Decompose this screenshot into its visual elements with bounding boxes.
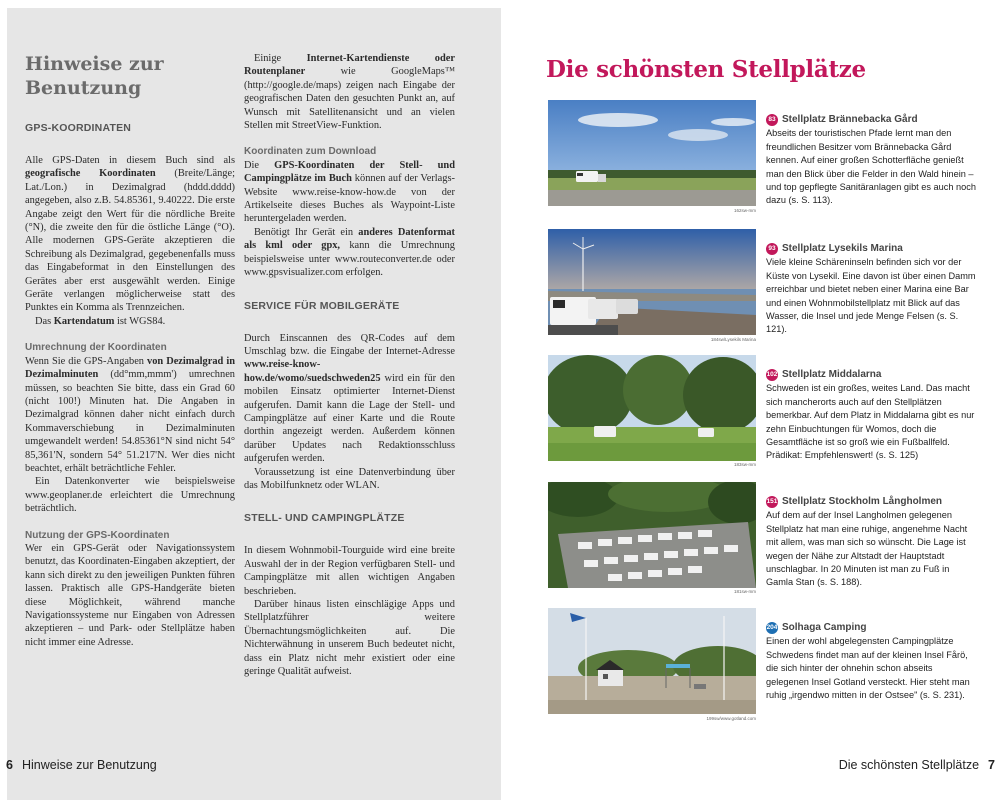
entry-heading — [766, 495, 976, 508]
kartendienste-paragraph: Einige Internet-Kartendienste oder Routenplaner wie GoogleMaps™ (http://google.de/maps) zeigen nach Eingabe der geografischen Daten den gesuchten Punkt an, auf Wunsch mit Satellitenansicht und an vielen Stellen mit StreetView-Funktion. — [244, 53, 455, 132]
photo-credit-4: 181sw-mm — [733, 589, 756, 594]
right-page-number: 7 — [988, 758, 995, 772]
left-column-2 — [244, 52, 455, 678]
entry-heading — [766, 242, 976, 255]
right-footer-label: Die schönsten Stellplätze — [838, 758, 980, 772]
download-heading: Koordinaten zum Download — [244, 146, 377, 158]
right-page-title: Die schönsten Stellplätze — [546, 56, 866, 83]
photo-lysekil — [548, 229, 756, 335]
download-paragraph-2: Benötigt Ihr Gerät ein anderes Datenformat als kml oder gpx, kann die Umrechnung beispielsweise unter www.routeconverter.de oder www.gpsvisualizer.com erfolgen. — [244, 226, 455, 279]
entry-title: Stellplatz Brännebacka Gård — [782, 114, 918, 125]
entry-title: Stellplatz Lysekils Marina — [782, 243, 903, 254]
entry-middalarna — [766, 368, 976, 463]
entry-number-badge: 93 — [766, 243, 778, 255]
left-page-number: 6 — [6, 758, 13, 772]
gps-paragraph-1: Alle GPS-Daten in diesem Buch sind als geografische Koordinaten (Breite/Länge; Lat./Lon.) in Dezimalgrad (hddd.dddd) angegeben, also z.B. 54.85361, 9.40222. Die erste Angabe zeigt den Wert für die nördliche Breite (°N), die zweite den für die östliche Länge (°O). Alle modernen GPS-Geräte akzeptieren die Schreibung als Dezimalgrad, gegebenenfalls muss das Eingabeformat in den Einstellungen des Gerätes aber erst ausgewählt werden. Einige Geräte verlangen möglicherweise statt des Punktes ein Komma als Trennzeichen. — [25, 155, 236, 314]
service-paragraph-1: Durch Einscannen des QR-Codes auf dem Umschlag bzw. die Eingabe der Internet-Adresse www.reise-know-how.de/womo/suedschweden25 wird ein für den mobilen Einsatz optimierter Internet-Dienst aufgerufen. Damit kann die Lage der Stell- und Campingplätze auf einer Karte und die Route dorthin angezeigt werden. Außerdem können darüber Updates nach Redaktionsschluss aufgerufen werden. — [244, 332, 455, 465]
photo-stockholm — [548, 482, 756, 588]
photo-credit-1: 162sw-mm — [733, 208, 756, 213]
nutzung-heading: Nutzung der GPS-Koordinaten — [25, 529, 170, 541]
right-footer — [839, 758, 995, 772]
entry-stockholm — [766, 495, 976, 590]
download-paragraph-1: Die GPS-Koordinaten der Stell- und Campingplätze im Buch können auf der Verlags-Website www.reise-know-how.de von der Artikelseite dieses Buches als Waypoint-Liste heruntergeladen werden. — [244, 159, 455, 225]
entry-number-badge: 151 — [766, 496, 778, 508]
photo-credit-3: 183sw-mm — [733, 462, 756, 467]
entry-number-badge: 102 — [766, 369, 778, 381]
entry-lysekil — [766, 242, 976, 337]
page-title-line1: Hinweise zur — [25, 53, 164, 75]
left-footer-label: Hinweise zur Benutzung — [21, 758, 157, 772]
umrechnung-paragraph-1: Wenn Sie die GPS-Angaben von Dezimalgrad in Dezimalminuten (dd°mm,mmm') umrechnen müssen, so beachten Sie bitte, dass ein Grad 60 (nicht 100!) Minuten hat. Die Angaben in Dezimalgrad können daher nicht einfach durch Kommaverschiebung in Dezimalminuten umgewandelt werden! 54.85361°N sind nicht 54° 85,361'N, sondern 54° 51.217'N. Wer dies nicht beachtet, erhält beträchtliche Fehler. — [25, 355, 235, 474]
page-title-line2: Benutzung — [25, 77, 142, 99]
entry-number-badge: 204 — [766, 622, 778, 634]
stell-paragraph-1: In diesem Wohnmobil-Tourguide wird eine breite Auswahl der in der Region verfügbaren Stell- und Campingplätze mit allen wichtigen Angaben beschrieben. — [244, 545, 455, 597]
photo-solhaga — [548, 608, 756, 714]
photo-credit-5: 199sw/www.gotland.com — [706, 716, 756, 721]
entry-description: Auf dem auf der Insel Langholmen gelegenen Stellplatz hat man eine ruhige, angenehme Nacht mit allem, was man sich so wünscht. Die Lage ist wegen der Nähe zur Altstadt der Hauptstadt unschlagbar. In 20 Minuten ist man zu Fuß in Gamla Stan (s. S. 188). — [766, 510, 968, 588]
photo-credit-2: 184sw/Lysekils Marina — [710, 337, 756, 342]
entry-solhaga — [766, 621, 976, 702]
stell-paragraph-2: Darüber hinaus listen einschlägige Apps und Stellplatzführer weitere Übernachtungsmöglichkeiten auf. Die Nichterwähnung in unserem Buch bedeutet nicht, dass ein Platz nicht mehr existiert oder eine geringe Qualität aufweist. — [244, 599, 455, 678]
umrechnung-paragraph-2: Ein Datenkonverter wie beispielsweise www.geoplaner.de erleichtert die Umrechnung beträchtlich. — [25, 476, 235, 515]
photo-braennebacka — [548, 100, 756, 206]
entry-heading — [766, 621, 976, 634]
service-heading: SERVICE FÜR MOBILGERÄTE — [244, 299, 400, 312]
stell-heading: STELL- UND CAMPINGPLÄTZE — [244, 512, 405, 525]
entry-heading — [766, 113, 976, 126]
entry-number-badge: 83 — [766, 114, 778, 126]
left-column-1 — [25, 52, 235, 649]
entry-description: Einen der wohl abgelegensten Campingplätze Schwedens findet man auf der kleinen Insel Fårö, die sich hinter der ohnehin schon abseits gelegenen Insel Gotland versteckt. Hier steht man ruhig „irgendwo mitten in der Ostsee" (s. S. 231). — [766, 636, 970, 701]
entry-description: Viele kleine Schäreninseln befinden sich vor der Küste von Lysekil. Eine davon ist über einen Damm erreichbar und bietet neben einer Marina eine Bar und einen Wohnmobilstellplatz mit Blick auf das Wasser, die Insel und jede Menge Felsen (s. S. 121). — [766, 257, 976, 335]
entry-title: Stellplatz Stockholm Långholmen — [782, 496, 943, 507]
entry-description: Abseits der touristischen Pfade lernt man den freundlichen Besitzer vom Brännebacka Gård kennen. Auf einer großen Schotterfläche genießt man den Blick über die Felder in den Wald hinein – und top gepflegte Sanitäranlagen gibt es auch noch dazu (s. S. 113). — [766, 128, 976, 206]
entry-heading — [766, 368, 976, 381]
entry-title: Solhaga Camping — [782, 622, 867, 633]
photo-middalarna — [548, 355, 756, 461]
entry-title: Stellplatz Middalarna — [782, 369, 882, 380]
entry-description: Schweden ist ein großes, weites Land. Das macht sich mancherorts auch auf den Stellplätzen bemerkbar. Auf dem Platz in Middalarna gibt es nur zehn Einbuchtungen für Womos, doch die Gesamtfläche ist so groß wie ein Fußballfeld. Prädikat: Empfehlenswert! (s. S. 125) — [766, 383, 975, 461]
gps-heading: GPS-KOORDINATEN — [25, 122, 132, 134]
page-title — [25, 52, 235, 100]
nutzung-paragraph: Wer ein GPS-Gerät oder Navigationssystem benutzt, das Koordinaten-Eingaben akzeptiert, der kann sich direkt zu den jeweiligen Punkten führen lassen. Praktisch alle GPS-Handgeräte bieten diese Möglichkeit, während manche Navigationssysteme nur Eingaben von Adressen akzeptieren – und Park- oder Stellplätze haben nicht immer eine Adresse. — [25, 542, 235, 648]
service-paragraph-2: Voraussetzung ist eine Datenverbindung über das Mobilfunknetz oder WLAN. — [244, 466, 455, 491]
entry-braennebacka — [766, 113, 976, 208]
left-footer — [6, 758, 157, 772]
gps-paragraph-2: Das Kartendatum ist WGS84. — [35, 315, 166, 327]
umrechnung-heading: Umrechnung der Koordinaten — [25, 342, 167, 354]
